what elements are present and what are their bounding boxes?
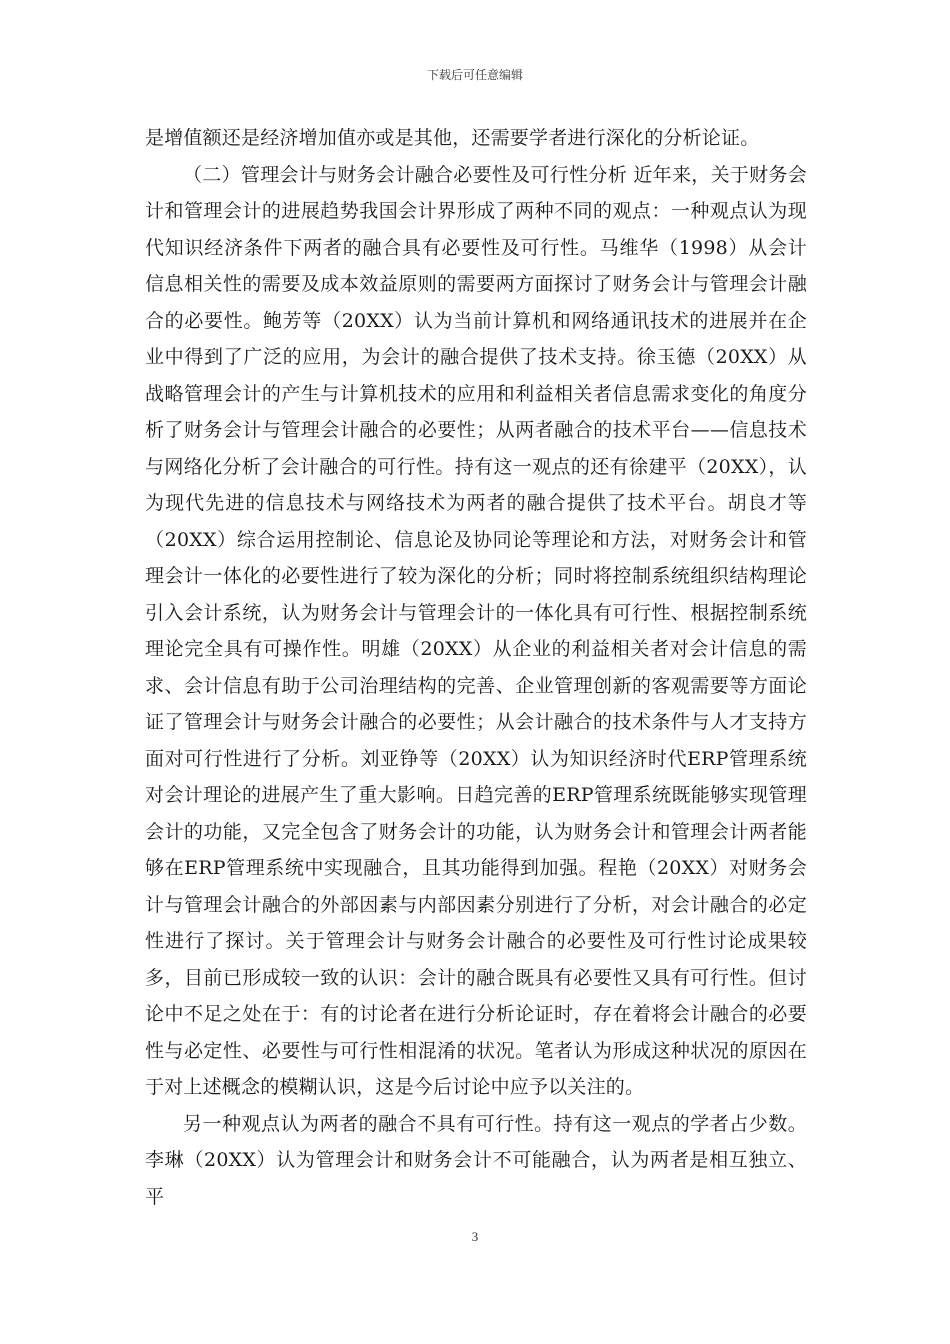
document-body: [145, 120, 807, 1215]
paragraph-opposing-view: 另一种观点认为两者的融合不具有可行性。持有这一观点的学者占少数。李琳（20XX）认为管理会计和财务会计不可能融合，认为两者是相互独立、平: [145, 1112, 807, 1208]
paragraph-continuation: 是增值额还是经济增加值亦或是其他，还需要学者进行深化的分析论证。: [145, 127, 760, 149]
paragraph-section-two: （二）管理会计与财务会计融合必要性及可行性分析 近年来，关于财务会计和管理会计的进展趋势我国会计界形成了两种不同的观点：一种观点认为现代知识经济条件下两者的融合具有必要性及可行性。马维华（1998）从会计信息相关性的需要及成本效益原则的需要两方面探讨了财务会计与管理会计融合的必要性。鲍芳等（20XX）认为当前计算机和网络通讯技术的进展并在企业中得到了广泛的应用，为会计的融合提供了技术支持。徐玉德（20XX）从战略管理会计的产生与计算机技术的应用和利益相关者信息需求变化的角度分析了财务会计与管理会计融合的必要性；从两者融合的技术平台——信息技术与网络化分析了会计融合的可行性。持有这一观点的还有徐建平（20XX），认为现代先进的信息技术与网络技术为两者的融合提供了技术平台。胡良才等（20XX）综合运用控制论、信息论及协同论等理论和方法，对财务会计和管理会计一体化的必要性进行了较为深化的分析；同时将控制系统组织结构理论引入会计系统，认为财务会计与管理会计的一体化具有可行性、根据控制系统理论完全具有可操作性。明雄（20XX）从企业的利益相关者对会计信息的需求、会计信息有助于公司治理结构的完善、企业管理创新的客观需要等方面论证了管理会计与财务会计融合的必要性；从会计融合的技术条件与人才支持方面对可行性进行了分析。刘亚铮等（20XX）认为知识经济时代ERP管理系统对会计理论的进展产生了重大影响。日趋完善的ERP管理系统既能够实现管理会计的功能，又完全包含了财务会计的功能，认为财务会计和管理会计两者能够在ERP管理系统中实现融合，且其功能得到加强。程艳（20XX）对财务会计与管理会计融合的外部因素与内部因素分别进行了分析，对会计融合的必定性进行了探讨。关于管理会计与财务会计融合的必要性及可行性讨论成果较多，目前已形成较一致的认识：会计的融合既具有必要性又具有可行性。但讨论中不足之处在于：有的讨论者在进行分析论证时，存在着将会计融合的必要性与必定性、必要性与可行性相混淆的状况。笔者认为形成这种状况的原因在于对上述概念的模糊认识，这是今后讨论中应予以关注的。: [145, 163, 807, 1098]
page-number: 3: [471, 1229, 479, 1244]
page-header: 下载后可任意编辑: [426, 68, 523, 82]
